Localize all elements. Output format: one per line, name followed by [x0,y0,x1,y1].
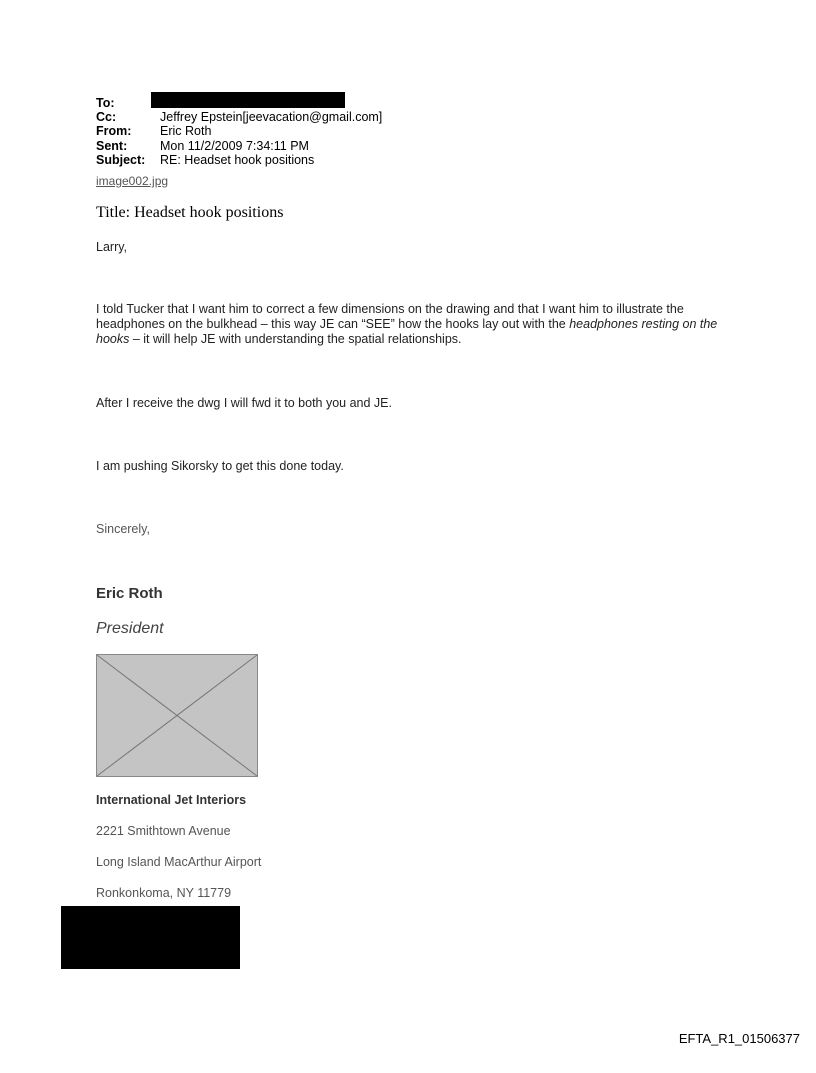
address-line-3: Ronkonkoma, NY 11779 [96,886,232,900]
from-value: Eric Roth [160,124,212,139]
body-paragraph-3: I am pushing Sikorsky to get this done today. [96,459,344,473]
address-line-1: 2221 Smithtown Avenue [96,824,231,838]
cc-label: Cc: [96,110,117,125]
company-name: International Jet Interiors [96,793,247,807]
body-paragraph-1-part2: – it will help JE with understanding the spatial relationships. [129,332,462,346]
signature-title: President [96,620,164,637]
email-title: Title: Headset hook positions [96,204,284,221]
attachment-link[interactable]: image002.jpg [96,174,169,188]
body-paragraph-1 [96,302,736,347]
cc-row [96,110,382,124]
body-paragraph-1-italic: headphones resting on the hooks [96,317,718,346]
body-paragraph-2: After I receive the dwg I will fwd it to both you and JE. [96,396,392,410]
sent-label: Sent: [96,138,128,153]
subject-label: Subject: [96,152,146,167]
missing-image-placeholder [96,654,258,777]
sent-row [96,139,382,153]
to-label: To: [96,96,115,110]
body-paragraph-1-part1: I told Tucker that I want him to correct a few dimensions on the drawing and that I want him to illustrate the headphones on the bulkhead – this way JE can “SEE” how the hooks lay out with the [96,302,684,331]
closing: Sincerely, [96,522,150,536]
from-label: From: [96,124,132,139]
from-row [96,124,382,138]
address-line-2: Long Island MacArthur Airport [96,855,262,869]
subject-value: RE: Headset hook positions [160,152,315,167]
cc-value: Jeffrey Epstein[jeevacation@gmail.com] [160,110,383,125]
sent-value: Mon 11/2/2009 7:34:11 PM [160,138,309,153]
greeting: Larry, [96,240,128,254]
redaction-box-bottom [61,906,240,969]
signature-name: Eric Roth [96,585,163,602]
placeholder-cross-icon [97,655,257,776]
subject-row [96,153,382,167]
document-id: EFTA_R1_01506377 [678,1031,800,1046]
redaction-box-to [151,92,345,108]
